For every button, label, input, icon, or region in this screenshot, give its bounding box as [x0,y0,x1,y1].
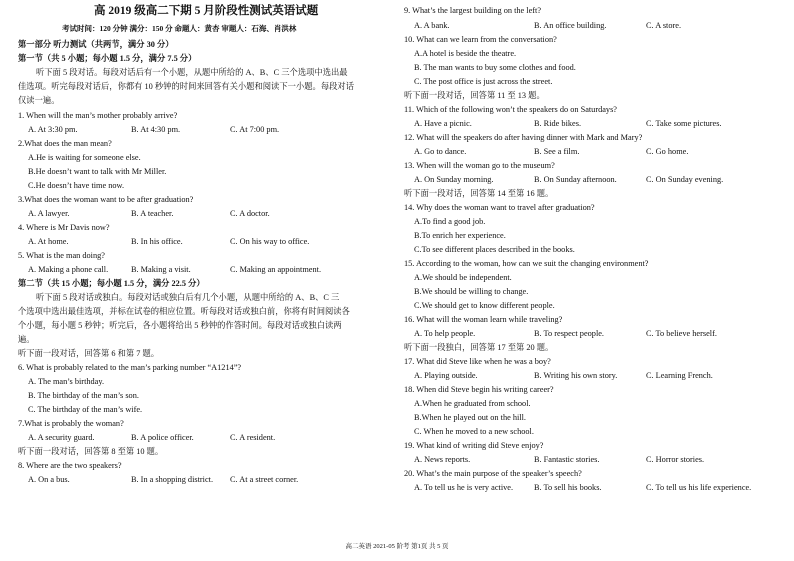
option: B.When he played out on the hill. [414,413,526,422]
section2-heading: 第二节（共 15 小题；每小题 1.5 分，满分 22.5 分） [18,279,205,288]
option: C. On his way to office. [230,237,310,246]
option: C. To believe herself. [646,329,717,338]
option: C. To tell us his life experience. [646,483,752,492]
option: B. Making a visit. [131,265,191,274]
option: B. Ride bikes. [534,119,582,128]
option: C.He doesn’t have time now. [28,181,125,190]
listening-note: 听下面一段独白，回答第 17 至第 20 题。 [404,343,554,352]
section1-instruction: 仅读一遍。 [18,96,60,105]
option: C. A resident. [230,433,276,442]
listening-note: 听下面一段对话，回答第 8 至第 10 题。 [18,447,164,456]
exam-title: 高 2019 级高二下期 5 月阶段性测试英语试题 [94,5,319,17]
option: C. On Sunday evening. [646,175,724,184]
option: A.To find a good job. [414,217,486,226]
option: B. See a film. [534,147,580,156]
section1-instruction: 听下面 5 段对话。每段对话后有一个小题，从题中所给的 A、B、C 三个选项中选出最 [36,68,348,77]
section1-heading: 第一节（共 5 小题；每小题 1.5 分，满分 7.5 分） [18,54,197,63]
question-3: 3.What does the woman want to be after graduation? [18,195,194,204]
option: B. In his office. [131,237,183,246]
option: A. Making a phone call. [28,265,109,274]
option: B.We should be willing to change. [414,287,529,296]
option: C. Learning French. [646,371,713,380]
page-footer: 高二英语 2021-05 阶考 第1页 共 5 页 [345,543,449,550]
question-10: 10. What can we learn from the conversation? [404,35,557,44]
option: C. The birthday of the man’s wife. [28,405,143,414]
listening-note: 听下面一段对话，回答第 11 至 13 题。 [404,91,545,100]
option: A. Have a picnic. [414,119,472,128]
exam-info: 考试时间：120 分钟 满分：150 分 命题人：黄杏 审题人：石海、肖洪林 [62,24,297,33]
question-18: 18. When did Steve begin his writing career? [404,385,554,394]
listening-note: 听下面一段对话，回答第 14 至第 16 题。 [404,189,554,198]
option: B. Writing his own story. [534,371,618,380]
option: C. Making an appointment. [230,265,322,274]
option: A.A hotel is beside the theatre. [414,49,517,58]
option: C. A store. [646,21,682,30]
option: B. The birthday of the man’s son. [28,391,139,400]
option: C. Take some pictures. [646,119,722,128]
option: C. The post office is just across the street. [414,77,553,86]
question-20: 20. What’s the main purpose of the speaker’s speech? [404,469,582,478]
option: C.We should get to know different people. [414,301,555,310]
option: A. News reports. [414,455,471,464]
option: B.He doesn’t want to talk with Mr Miller. [28,167,167,176]
question-5: 5. What is the man doing? [18,251,105,260]
option: C.To see different places described in the books. [414,245,575,254]
option: B.To enrich her experience. [414,231,506,240]
option: B. Fantastic stories. [534,455,600,464]
option: B. At 4:30 pm. [131,125,181,134]
question-17: 17. What did Steve like when he was a boy? [404,357,551,366]
listening-note: 听下面一段对话，回答第 6 和第 7 题。 [18,349,160,358]
option: A. A lawyer. [28,209,70,218]
section2-instruction: 个选项中选出最佳选项，并标在试卷的相应位置。听每段对话或独白前，你将有时间阅读各 [18,307,350,316]
section1-instruction: 佳选项。听完每段对话后，你都有 10 秒钟的时间来回答有关小题和阅读下一小题。每段对话 [18,82,355,91]
question-11: 11. Which of the following won’t the speakers do on Saturdays? [404,105,617,114]
option: A. On Sunday morning. [414,175,494,184]
option: C. At 7:00 pm. [230,125,280,134]
option: A. To help people. [414,329,476,338]
section2-instruction: 个小题，每小题 5 秒钟；听完后，各小题将给出 5 秒钟的作答时间。每段对话或独白读两 [18,321,342,330]
option: C. Go home. [646,147,689,156]
option: C. At a street corner. [230,475,299,484]
option: B. A teacher. [131,209,174,218]
question-19: 19. What kind of writing did Steve enjoy? [404,441,544,450]
option: A. A bank. [414,21,450,30]
option: A. Go to dance. [414,147,467,156]
option: A. To tell us he is very active. [414,483,514,492]
option: C. When he moved to a new school. [414,427,534,436]
question-13: 13. When will the woman go to the museum? [404,161,555,170]
option: B. In a shopping district. [131,475,214,484]
option: A. At home. [28,237,69,246]
option: A.When he graduated from school. [414,399,531,408]
question-9: 9. What’s the largest building on the left? [404,6,542,15]
option: C. Horror stories. [646,455,705,464]
option: A. A security guard. [28,433,95,442]
question-6: 6. What is probably related to the man’s parking number “A1214”? [18,363,242,372]
option: A.We should be independent. [414,273,512,282]
option: A. On a bus. [28,475,70,484]
option: C. A doctor. [230,209,270,218]
question-8: 8. Where are the two speakers? [18,461,122,470]
question-1: 1. When will the man’s mother probably arrive? [18,111,178,120]
option: A.He is waiting for someone else. [28,153,141,162]
question-2: 2.What does the man mean? [18,139,112,148]
option: B. An office building. [534,21,607,30]
question-16: 16. What will the woman learn while traveling? [404,315,563,324]
question-15: 15. According to the woman, how can we suit the changing environment? [404,259,649,268]
question-12: 12. What will the speakers do after having dinner with Mark and Mary? [404,133,643,142]
option: B. A police officer. [131,433,194,442]
question-4: 4. Where is Mr Davis now? [18,223,110,232]
option: A. At 3:30 pm. [28,125,78,134]
question-7: 7.What is probably the woman? [18,419,124,428]
part1-heading: 第一部分 听力测试（共两节，满分 30 分） [18,40,174,49]
question-14: 14. Why does the woman want to travel after graduation? [404,203,595,212]
option: B. To sell his books. [534,483,602,492]
option: B. To respect people. [534,329,605,338]
option: B. On Sunday afternoon. [534,175,617,184]
section2-instruction: 遍。 [18,335,35,344]
option: B. The man wants to buy some clothes and food. [414,63,576,72]
option: A. Playing outside. [414,371,478,380]
section2-instruction: 听下面 5 段对话或独白。每段对话或独白后有几个小题，从题中所给的 A、B、C 三 [36,293,340,302]
option: A. The man’s birthday. [28,377,105,386]
